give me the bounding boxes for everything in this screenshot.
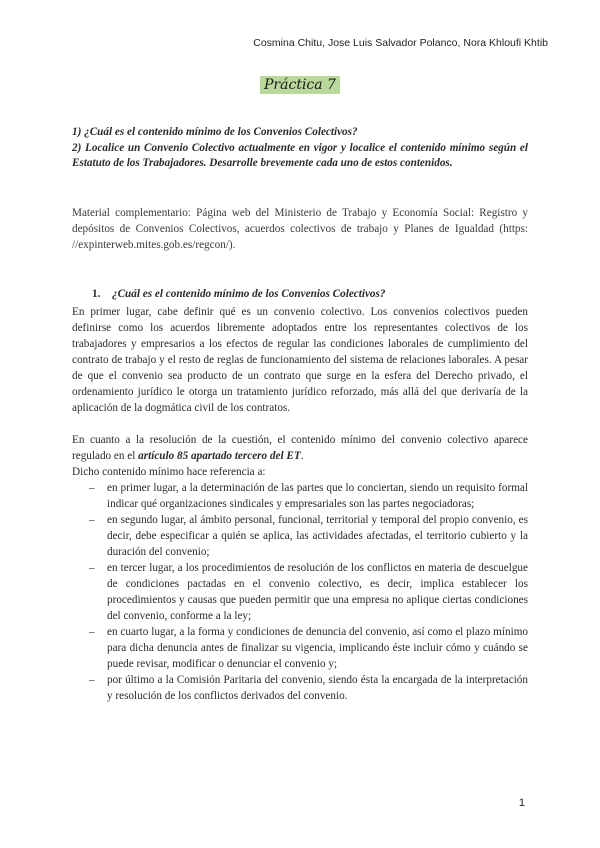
question-2: 2) Localice un Convenio Colectivo actualmente en vigor y localice el contenido mínimo según el Estatuto de los Trabajadores. Desarrolle brevemente cada uno de estos contenidos. [72, 141, 528, 169]
dash-bullet: – [89, 514, 95, 526]
section-1-heading [92, 286, 528, 302]
legal-reference: artículo 85 apartado tercero del ET [138, 450, 301, 462]
list-item [72, 560, 528, 624]
section-1 [72, 286, 528, 704]
dash-bullet: – [89, 562, 95, 574]
list-item-text: en tercer lugar, a los procedimientos de resolución de los conflictos en materia de descuelgue de condiciones pactadas en el convenio colectivo, es decir, implica establecer los procedimientos y causas que pueden permitir que una empresa no aplique ciertas condiciones del convenio, conforme a la ley; [107, 562, 528, 622]
complementary-material: Material complementario: Página web del Ministerio de Trabajo y Economía Social: Registro y depósitos de Convenios Colectivos, acuerdos colectivos de trabajo y Planes de Igualdad (https: //expinterweb.mites.gob.es/regcon/). [72, 207, 528, 251]
list-item [72, 624, 528, 672]
question-1: 1) ¿Cuál es el contenido mínimo de los Convenios Colectivos? [72, 126, 358, 138]
minimum-content-list [72, 480, 528, 704]
questions-block [72, 125, 528, 172]
list-item-text: en cuarto lugar, a la forma y condiciones de denuncia del convenio, así como el plazo mínimo para dicha denuncia antes de finalizar su vigencia, implicando éste incluir cómo y cuándo se puede revisar, modificar o denunciar el convenio y; [107, 626, 528, 670]
page-header-authors: Cosmina Chitu, Jose Luis Salvador Polanco, Nora Khloufi Khtib [253, 37, 548, 49]
section-1-number: 1. [92, 288, 101, 300]
list-item [72, 672, 528, 704]
page-title: Práctica 7 [260, 76, 340, 94]
section-1-paragraph-1: En primer lugar, cabe definir qué es un convenio colectivo. Los convenios colectivos pueden definirse como los acuerdos libremente adoptados entre los representantes colectivos de los trabajadores y empresarios a los efectos de regular las condiciones laborales de cumplimiento del contrato de trabajo y el resto de reglas de funcionamiento del sistema de relaciones laborales. A pesar de que el convenio sea producto de un contrato que surge en la esfera del Derecho privado, el ordenamiento jurídico le otorga un tratamiento jurídico reforzado, más allá del que derivaría de la aplicación de la dogmática civil de los contratos. [72, 306, 528, 414]
list-item-text: por último a la Comisión Paritaria del convenio, siendo ésta la encargada de la interpretación y resolución de los conflictos derivados del convenio. [107, 674, 528, 702]
paragraph-2-end: . [300, 450, 304, 462]
title-container [0, 76, 600, 94]
section-1-paragraph-2 [72, 432, 528, 464]
list-item [72, 512, 528, 560]
dash-bullet: – [89, 482, 95, 494]
section-1-heading-text: ¿Cuál es el contenido mínimo de los Convenios Colectivos? [112, 288, 386, 300]
paragraph-gap [72, 416, 528, 432]
dash-bullet: – [89, 626, 95, 638]
list-item-text: en segundo lugar, al ámbito personal, funcional, territorial y temporal del propio convenio, es decir, debe especificar a quién se aplica, las actividades afectadas, el territorio cubierto y la duración del convenio; [107, 514, 528, 558]
list-item [72, 480, 528, 512]
paragraph-2-start: En cuanto a la resolución de la cuestión, el contenido mínimo del convenio colectivo aparece regulado en el [72, 434, 528, 462]
page-number: 1 [518, 797, 525, 809]
dash-bullet: – [89, 674, 95, 686]
list-intro: Dicho contenido mínimo hace referencia a: [72, 466, 266, 478]
list-item-text: en primer lugar, a la determinación de las partes que lo conciertan, siendo un requisito formal indicar qué organizaciones sindicales y empresariales son las partes negociadoras; [107, 482, 528, 510]
